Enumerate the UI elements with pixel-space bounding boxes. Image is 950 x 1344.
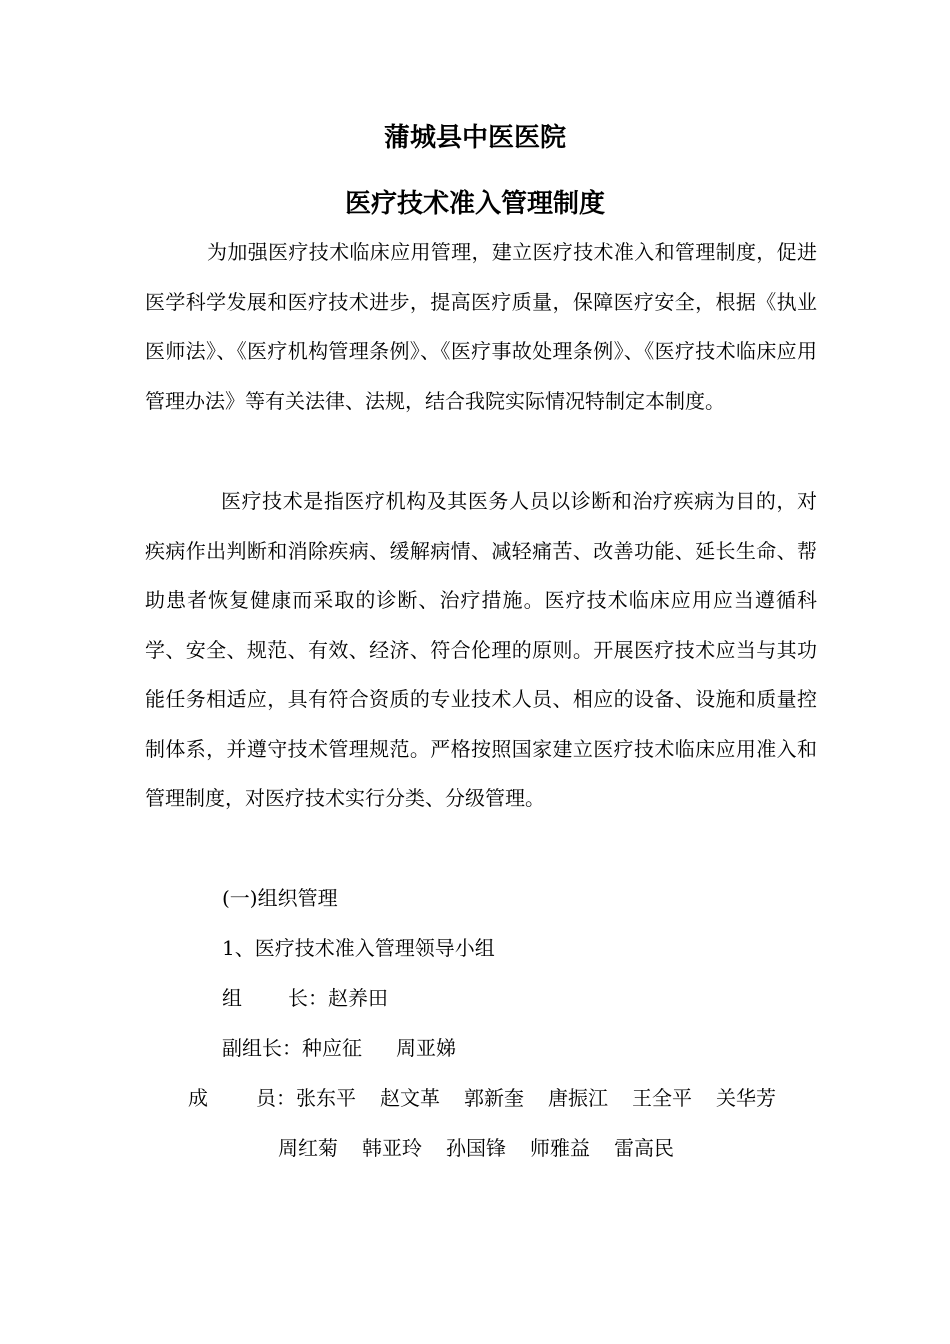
member-name: 唐振江 [548, 1086, 608, 1110]
members-label-a: 成 [188, 1086, 208, 1110]
document-title: 蒲城县中医医院 [383, 123, 566, 153]
section-heading: (一)组织管理 [222, 886, 338, 910]
leader-label-a: 组 [222, 986, 242, 1010]
leader-name: 赵养田 [328, 986, 388, 1010]
member-name: 郭新奎 [464, 1086, 524, 1110]
document-subtitle: 医疗技术准入管理制度 [344, 189, 605, 219]
member-name: 雷高民 [614, 1136, 674, 1160]
member-name: 周红菊 [278, 1136, 338, 1160]
member-name: 赵文革 [380, 1086, 440, 1110]
member-name: 韩亚玲 [362, 1136, 422, 1160]
member-name: 张东平 [296, 1086, 356, 1110]
leader-row [222, 974, 388, 1024]
leader-label-b: 长： [288, 986, 328, 1010]
member-name: 王全平 [632, 1086, 692, 1110]
deputy-label: 副组长： [222, 1036, 302, 1060]
member-name: 关华芳 [716, 1086, 776, 1110]
deputy-name: 周亚娣 [396, 1036, 456, 1060]
members-row-1 [188, 1074, 776, 1124]
members-label-b: 员： [256, 1086, 296, 1110]
member-name: 师雅益 [530, 1136, 590, 1160]
sub-heading: 1、医疗技术准入管理领导小组 [222, 936, 495, 960]
deputy-row [222, 1024, 456, 1074]
member-name: 孙国锋 [446, 1136, 506, 1160]
paragraph-definition: 医疗技术是指医疗机构及其医务人员以诊断和治疗疾病为目的，对疾病作出判断和消除疾病、缓解病情、减轻痛苦、改善功能、延长生命、帮助患者恢复健康而采取的诊断、治疗措施。医疗技术临床应用应当遵循科学、安全、规范、有效、经济、符合伦理的原则。开展医疗技术应当与其功能任务相适应，具有符合资质的专业技术人员、相应的设备、设施和质量控制体系，并遵守技术管理规范。严格按照国家建立医疗技术临床应用准入和管理制度，对医疗技术实行分类、分级管理。 [145, 489, 817, 810]
deputy-name: 种应征 [302, 1036, 362, 1060]
members-row-2 [278, 1124, 674, 1174]
paragraph-intro: 为加强医疗技术临床应用管理，建立医疗技术准入和管理制度，促进医学科学发展和医疗技术进步，提高医疗质量，保障医疗安全，根据《执业医师法》、《医疗机构管理条例》、《医疗事故处理条例》、《医疗技术临床应用管理办法》等有关法律、法规，结合我院实际情况特制定本制度。 [145, 240, 817, 413]
